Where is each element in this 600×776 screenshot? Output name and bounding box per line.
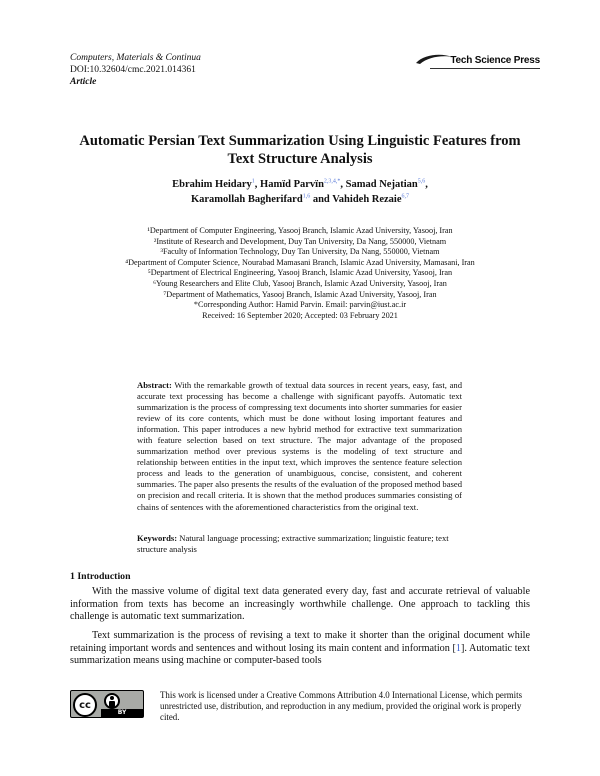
- affiliation-line: ⁴Department of Computer Science, Nourabad Mamasani Branch, Islamic Azad University, Mamasani, Iran: [125, 257, 475, 267]
- abstract-text: With the remarkable growth of textual data sources in recent years, easy, fast, and accurate text processing has become a challenge with significant payoffs. Automatic text summarization is the process of compressing text documents into shorter summaries for easier review of its core contents, which must be done without losing important features and information. This paper introduces a new hybrid method for extractive text summarization with feature selection based on text structure. The major advantage of the proposed summarization method over previous systems is the modeling of text structure and relationship between entities in the input text, which improves the sentence feature selection process and leads to the generation of unambiguous, concise, consistent, and coherent summaries. The paper also presents the results of the evaluation of the proposed method based on precision and recall criteria. It is shown that the method produces summaries consisting of chains of sentences with the aforementioned characteristics from the original text.: [137, 380, 462, 512]
- cc-by-license-badge[interactable]: [70, 690, 144, 718]
- author-name[interactable]: Hamïd Parvïn: [260, 179, 324, 190]
- journal-name: Computers, Materials & Continua: [70, 53, 201, 63]
- author-affiliation-ref[interactable]: 6,7: [401, 193, 410, 200]
- journal-header: [70, 52, 540, 96]
- attribution-person-icon: [104, 693, 120, 709]
- by-label: BY: [101, 709, 143, 717]
- affiliation-line: ⁶Young Researchers and Elite Club, Yasooj Branch, Islamic Azad University, Yasooj, Iran: [153, 278, 447, 288]
- license-notice: [70, 690, 530, 730]
- creative-commons-icon: cc: [73, 693, 97, 717]
- author-name[interactable]: Vahideh Rezaie: [332, 194, 402, 205]
- keywords: [137, 533, 462, 555]
- affiliation-line: ⁵Department of Electrical Engineering, Yasooj Branch, Islamic Azad University, Yasooj, Iran: [147, 268, 453, 278]
- citation-link[interactable]: 1: [455, 642, 462, 654]
- keywords-text: Natural language processing; extractive summarization; linguistic feature; text structure analysis: [137, 533, 449, 554]
- affiliation-line: ³Faculty of Information Technology, Duy Tan University, Da Nang, 550000, Vietnam: [160, 247, 440, 257]
- author-name[interactable]: Samad Nejatian: [345, 179, 418, 190]
- author-name[interactable]: Ebrahim Heidary: [172, 179, 252, 190]
- author-affiliation-ref[interactable]: 1,6: [302, 193, 311, 200]
- keywords-label: Keywords:: [137, 533, 178, 543]
- affiliation-line: ⁷Department of Mathematics, Yasooj Branch, Islamic Azad University, Yasooj, Iran: [163, 289, 437, 299]
- license-text: This work is licensed under a Creative Commons Attribution 4.0 International License, which permits unrestricted use, distribution, and reproduction in any medium, provided the original work is properly cited.: [160, 690, 523, 722]
- author-affiliation-ref[interactable]: 2,3,4,*: [323, 178, 341, 185]
- body-paragraph: [70, 630, 530, 668]
- author-affiliation-ref[interactable]: 5,6: [417, 178, 426, 185]
- author-name[interactable]: Karamollah Bagherifard: [190, 194, 303, 205]
- affiliation-line: ²Institute of Research and Development, Duy Tan University, Da Nang, 550000, Vietnam: [153, 236, 447, 246]
- affiliation-line: ¹Department of Computer Engineering, Yasooj Branch, Islamic Azad University, Yasooj, Iran: [147, 226, 453, 235]
- author-conjunction: and: [312, 194, 330, 205]
- publisher-logo: [414, 52, 540, 68]
- section-heading: 1 Introduction: [70, 571, 131, 582]
- author-affiliation-ref[interactable]: 1: [251, 178, 255, 185]
- body-paragraph: With the massive volume of digital text data generated every day, fast and accurate retrieval of valuable information from texts has become an increasingly worthwhile challenge. One approach to tackling this challenge is automatic text summarization.: [70, 586, 530, 623]
- affiliation-list: [70, 226, 530, 321]
- abstract: [137, 380, 462, 513]
- paragraph-text: ]. Automatic text summarization means using machine or computer-based tools: [70, 642, 530, 667]
- abstract-label: Abstract:: [137, 380, 172, 390]
- paper-title: Automatic Persian Text Summarization Using Linguistic Features from Text Structure Analysis: [79, 133, 521, 167]
- tech-science-press-swoosh-icon: [414, 53, 454, 67]
- author-list: Ebrahim Heidary$^1$, Hamïd Parvïn$^{2,3,4,*}$, Samad Nejatian$^{5,6}$, Karamollah Bagherifard$^{1,6}$ and Vahideh Rezaie$^{6,7}$: [172, 178, 428, 205]
- paragraph-text: Text summarization is the process of revising a text to make it shorter than the original document while retaining important words and sentences and without losing its main content and information [: [70, 630, 530, 654]
- received-accepted-dates: Received: 16 September 2020; Accepted: 03 February 2021: [202, 310, 398, 320]
- article-type: Article: [70, 77, 97, 87]
- doi[interactable]: DOI:10.32604/cmc.2021.014361: [70, 65, 196, 75]
- publisher-name: Tech Science Press: [450, 54, 540, 66]
- header-rule: [430, 68, 540, 69]
- corresponding-author: *Corresponding Author: Hamid Parvin. Email: parvin@iust.ac.ir: [193, 300, 407, 310]
